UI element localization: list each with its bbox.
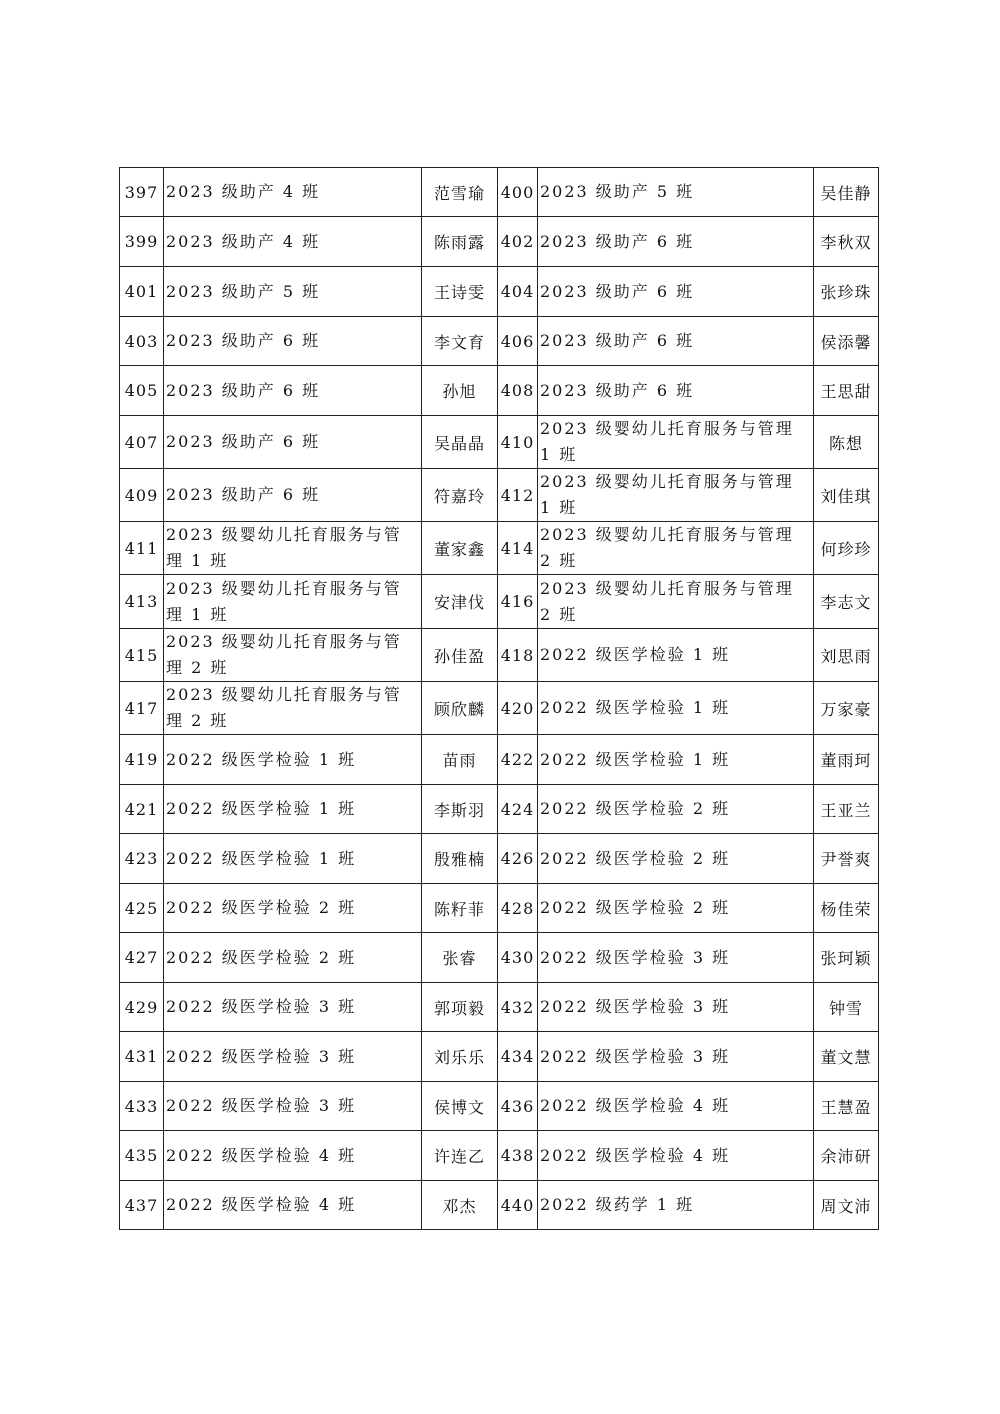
- student-name: 王慧盈: [814, 1082, 879, 1131]
- row-number: 429: [120, 983, 164, 1032]
- table-row: [120, 267, 879, 317]
- class-name: 2022 级医学检验 1 班: [538, 629, 814, 682]
- student-name: 孙旭: [422, 366, 498, 416]
- row-number: 408: [498, 366, 538, 416]
- student-name: 刘佳琪: [814, 469, 879, 522]
- class-name: 2023 级婴幼儿托育服务与管理 2 班: [164, 682, 422, 735]
- row-number: 401: [120, 267, 164, 317]
- table-row: [120, 416, 879, 469]
- class-name: 2022 级医学检验 3 班: [164, 1082, 422, 1131]
- table-row: [120, 469, 879, 522]
- class-name: 2022 级医学检验 3 班: [164, 1032, 422, 1082]
- table-row: [120, 785, 879, 834]
- class-name: 2023 级助产 4 班: [164, 168, 422, 217]
- row-number: 413: [120, 575, 164, 629]
- class-name: 2023 级婴幼儿托育服务与管理 1 班: [538, 469, 814, 522]
- class-name: 2022 级医学检验 3 班: [164, 983, 422, 1032]
- row-number: 399: [120, 217, 164, 267]
- class-name: 2022 级医学检验 2 班: [538, 785, 814, 834]
- student-name: 张珍珠: [814, 267, 879, 317]
- student-name: 尹誉爽: [814, 834, 879, 884]
- student-name: 董文慧: [814, 1032, 879, 1082]
- class-name: 2023 级助产 6 班: [164, 469, 422, 522]
- row-number: 438: [498, 1131, 538, 1181]
- student-name: 杨佳荣: [814, 884, 879, 933]
- student-name: 范雪瑜: [422, 168, 498, 217]
- class-name: 2022 级医学检验 4 班: [164, 1131, 422, 1181]
- table-row: [120, 884, 879, 933]
- class-name: 2022 级医学检验 2 班: [164, 933, 422, 983]
- row-number: 416: [498, 575, 538, 629]
- class-name: 2023 级婴幼儿托育服务与管理 2 班: [164, 629, 422, 682]
- student-name: 李志文: [814, 575, 879, 629]
- row-number: 428: [498, 884, 538, 933]
- student-name: 吴佳静: [814, 168, 879, 217]
- student-name: 董雨珂: [814, 735, 879, 785]
- student-name: 张珂颖: [814, 933, 879, 983]
- class-name: 2022 级医学检验 2 班: [538, 884, 814, 933]
- class-name: 2022 级医学检验 2 班: [164, 884, 422, 933]
- row-number: 430: [498, 933, 538, 983]
- class-name: 2022 级医学检验 1 班: [164, 834, 422, 884]
- row-number: 422: [498, 735, 538, 785]
- table-row: [120, 522, 879, 575]
- row-number: 406: [498, 317, 538, 366]
- student-name: 陈雨露: [422, 217, 498, 267]
- row-number: 426: [498, 834, 538, 884]
- student-name: 安津伐: [422, 575, 498, 629]
- student-name: 刘乐乐: [422, 1032, 498, 1082]
- class-name: 2023 级助产 6 班: [164, 416, 422, 469]
- row-number: 437: [120, 1181, 164, 1230]
- student-name: 侯添馨: [814, 317, 879, 366]
- student-name: 钟雪: [814, 983, 879, 1032]
- class-name: 2023 级助产 6 班: [538, 217, 814, 267]
- table-row: [120, 1082, 879, 1131]
- class-name: 2023 级助产 5 班: [538, 168, 814, 217]
- class-name: 2023 级助产 4 班: [164, 217, 422, 267]
- class-name: 2023 级婴幼儿托育服务与管理 1 班: [164, 575, 422, 629]
- student-name: 董家鑫: [422, 522, 498, 575]
- class-name: 2023 级婴幼儿托育服务与管理 1 班: [164, 522, 422, 575]
- class-name: 2023 级助产 6 班: [538, 366, 814, 416]
- student-name: 李文育: [422, 317, 498, 366]
- class-name: 2023 级婴幼儿托育服务与管理 2 班: [538, 522, 814, 575]
- student-name: 刘思雨: [814, 629, 879, 682]
- class-name: 2022 级医学检验 1 班: [164, 785, 422, 834]
- student-name: 顾欣麟: [422, 682, 498, 735]
- class-name: 2022 级医学检验 1 班: [538, 682, 814, 735]
- student-name: 苗雨: [422, 735, 498, 785]
- student-name: 李秋双: [814, 217, 879, 267]
- table-row: [120, 575, 879, 629]
- table-row: [120, 1131, 879, 1181]
- class-name: 2022 级医学检验 1 班: [164, 735, 422, 785]
- table-row: [120, 735, 879, 785]
- row-number: 417: [120, 682, 164, 735]
- student-name: 吴晶晶: [422, 416, 498, 469]
- class-name: 2023 级助产 6 班: [164, 366, 422, 416]
- row-number: 412: [498, 469, 538, 522]
- student-name: 符嘉玲: [422, 469, 498, 522]
- table-row: [120, 1181, 879, 1230]
- row-number: 427: [120, 933, 164, 983]
- student-name: 孙佳盈: [422, 629, 498, 682]
- class-name: 2023 级助产 6 班: [538, 317, 814, 366]
- row-number: 421: [120, 785, 164, 834]
- table-row: [120, 217, 879, 267]
- row-number: 407: [120, 416, 164, 469]
- row-number: 423: [120, 834, 164, 884]
- row-number: 435: [120, 1131, 164, 1181]
- class-name: 2023 级助产 6 班: [164, 317, 422, 366]
- row-number: 405: [120, 366, 164, 416]
- student-name: 陈想: [814, 416, 879, 469]
- table-row: [120, 366, 879, 416]
- class-name: 2022 级医学检验 3 班: [538, 983, 814, 1032]
- student-name: 余沛研: [814, 1131, 879, 1181]
- row-number: 420: [498, 682, 538, 735]
- row-number: 425: [120, 884, 164, 933]
- row-number: 411: [120, 522, 164, 575]
- table-row: [120, 983, 879, 1032]
- class-name: 2022 级医学检验 3 班: [538, 933, 814, 983]
- class-name: 2022 级医学检验 1 班: [538, 735, 814, 785]
- student-name: 王亚兰: [814, 785, 879, 834]
- row-number: 432: [498, 983, 538, 1032]
- row-number: 436: [498, 1082, 538, 1131]
- student-name: 王诗雯: [422, 267, 498, 317]
- row-number: 410: [498, 416, 538, 469]
- class-name: 2023 级助产 6 班: [538, 267, 814, 317]
- class-name: 2022 级医学检验 2 班: [538, 834, 814, 884]
- student-name: 殷雅楠: [422, 834, 498, 884]
- row-number: 402: [498, 217, 538, 267]
- class-name: 2022 级医学检验 4 班: [538, 1082, 814, 1131]
- student-name: 许连乙: [422, 1131, 498, 1181]
- row-number: 419: [120, 735, 164, 785]
- table-row: [120, 168, 879, 217]
- student-name: 陈籽菲: [422, 884, 498, 933]
- table-row: [120, 834, 879, 884]
- row-number: 415: [120, 629, 164, 682]
- row-number: 397: [120, 168, 164, 217]
- class-name: 2023 级助产 5 班: [164, 267, 422, 317]
- table-row: [120, 682, 879, 735]
- class-name: 2023 级婴幼儿托育服务与管理 2 班: [538, 575, 814, 629]
- class-name: 2023 级婴幼儿托育服务与管理 1 班: [538, 416, 814, 469]
- student-name: 周文沛: [814, 1181, 879, 1230]
- class-name: 2022 级药学 1 班: [538, 1181, 814, 1230]
- student-name: 李斯羽: [422, 785, 498, 834]
- student-name: 何珍珍: [814, 522, 879, 575]
- row-number: 403: [120, 317, 164, 366]
- row-number: 433: [120, 1082, 164, 1131]
- row-number: 409: [120, 469, 164, 522]
- row-number: 434: [498, 1032, 538, 1082]
- table-row: [120, 933, 879, 983]
- student-name: 万家豪: [814, 682, 879, 735]
- row-number: 440: [498, 1181, 538, 1230]
- roster-table: [119, 167, 879, 1230]
- row-number: 418: [498, 629, 538, 682]
- row-number: 431: [120, 1032, 164, 1082]
- student-name: 邓杰: [422, 1181, 498, 1230]
- class-name: 2022 级医学检验 4 班: [538, 1131, 814, 1181]
- student-name: 侯博文: [422, 1082, 498, 1131]
- row-number: 400: [498, 168, 538, 217]
- student-name: 王思甜: [814, 366, 879, 416]
- student-name: 郭项毅: [422, 983, 498, 1032]
- class-name: 2022 级医学检验 3 班: [538, 1032, 814, 1082]
- table-row: [120, 1032, 879, 1082]
- class-name: 2022 级医学检验 4 班: [164, 1181, 422, 1230]
- row-number: 424: [498, 785, 538, 834]
- table-row: [120, 317, 879, 366]
- row-number: 404: [498, 267, 538, 317]
- table-row: [120, 629, 879, 682]
- student-name: 张睿: [422, 933, 498, 983]
- row-number: 414: [498, 522, 538, 575]
